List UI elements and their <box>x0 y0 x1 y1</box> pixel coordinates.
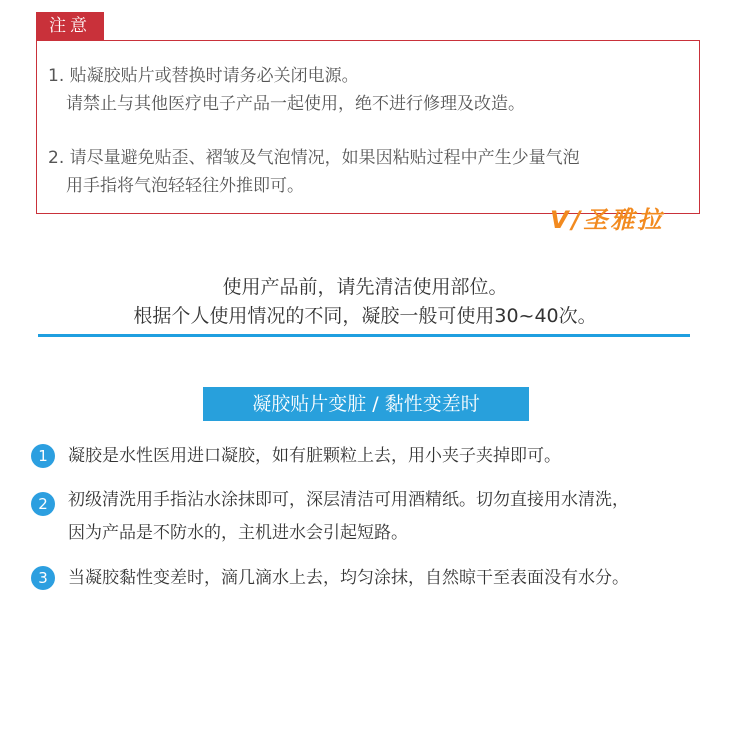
notice-item-2-line2: 用手指将气泡轻轻往外推即可。 <box>66 176 304 196</box>
step-number-2: 2 <box>31 492 55 516</box>
section-title: 凝胶贴片变脏 / 黏性变差时 <box>203 387 529 421</box>
step-text-3 <box>68 562 718 595</box>
notice-item-1-line2: 请禁止与其他医疗电子产品一起使用，绝不进行修理及改造。 <box>66 94 525 114</box>
step-text-2 <box>68 484 718 550</box>
step-1-line1: 凝胶是水性医用进口凝胶，如有脏颗粒上去，用小夹子夹掉即可。 <box>68 446 561 466</box>
notice-item-1 <box>48 62 525 118</box>
notice-tab: 注意 <box>36 12 104 41</box>
step-text-1 <box>68 440 718 473</box>
brand-logo: V/圣雅拉 <box>550 206 665 234</box>
divider <box>38 334 690 337</box>
step-number-3: 3 <box>31 566 55 590</box>
step-3-line1: 当凝胶黏性变差时，滴几滴水上去，均匀涂抹，自然晾干至表面没有水分。 <box>68 568 629 588</box>
notice-item-2 <box>48 144 580 200</box>
step-2-line2: 因为产品是不防水的，主机进水会引起短路。 <box>68 523 408 543</box>
step-number-1: 1 <box>31 444 55 468</box>
notice-item-2-line1: 2. 请尽量避免贴歪、褶皱及气泡情况，如果因粘贴过程中产生少量气泡 <box>48 148 580 168</box>
step-2-line1: 初级清洗用手指沾水涂抹即可，深层清洁可用酒精纸。切勿直接用水清洗， <box>68 490 629 510</box>
intro-line-1: 使用产品前，请先清洁使用部位。 <box>222 276 508 298</box>
notice-item-1-line1: 1. 贴凝胶贴片或替换时请务必关闭电源。 <box>48 66 359 86</box>
intro-line-2: 根据个人使用情况的不同，凝胶一般可使用30~40次。 <box>133 305 597 327</box>
